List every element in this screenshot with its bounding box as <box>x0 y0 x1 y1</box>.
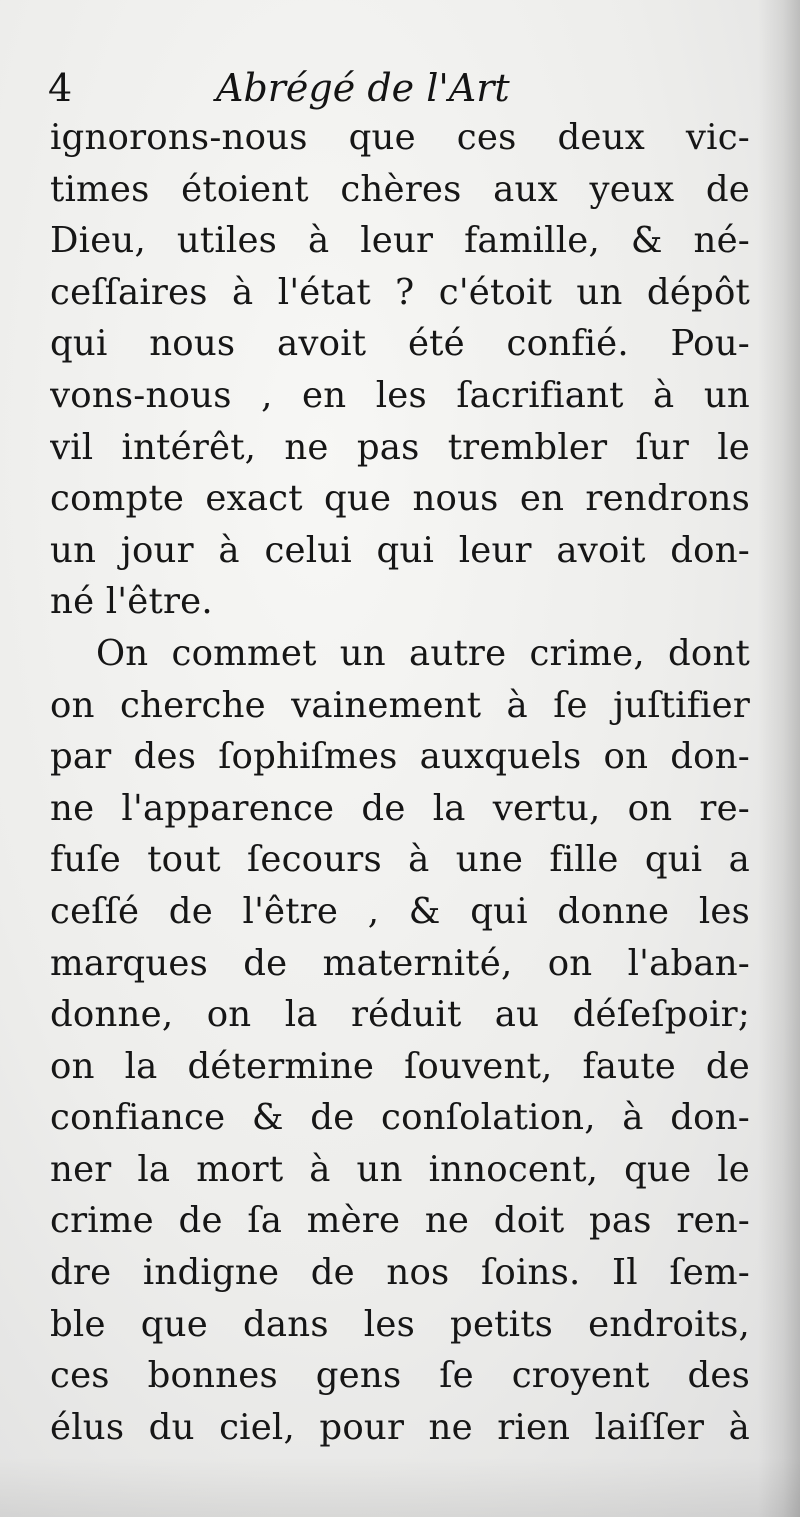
text-line: ces bonnes gens ſe croyent des <box>50 1355 750 1397</box>
text-line: dre indigne de nos ſoins. Il ſem- <box>50 1252 750 1294</box>
text-line: on cherche vainement à ſe juſtifier <box>50 684 750 726</box>
text-line: ble que dans les petits endroits, <box>50 1303 750 1345</box>
text-line: crime de ſa mère ne doit pas ren- <box>50 1200 750 1242</box>
text-line: vons-nous , en les ſacrifiant à un <box>50 374 750 416</box>
body-text <box>50 112 750 1453</box>
text-line: vil intérêt, ne pas trembler ſur le <box>50 426 750 468</box>
text-line: on la détermine ſouvent, faute de <box>50 1045 750 1087</box>
text-line: ne l'apparence de la vertu, on re- <box>50 787 750 829</box>
text-line: élus du ciel, pour ne rien laiſſer à <box>50 1406 750 1448</box>
text-line: Dieu, utiles à leur famille, & né- <box>50 220 750 262</box>
text-line: compte exact que nous en rendrons <box>50 478 750 520</box>
text-line: ignorons-nous que ces deux vic- <box>50 117 750 158</box>
paragraph-end-line: né l'être. <box>50 581 213 623</box>
text-line: confiance & de conſolation, à don- <box>50 1097 750 1139</box>
text-line: ner la mort à un innocent, que le <box>50 1148 750 1190</box>
text-line: times étoient chères aux yeux de <box>50 168 750 210</box>
text-line: qui nous avoit été confié. Pou- <box>50 323 750 365</box>
text-line: donne, on la réduit au déſeſpoir; <box>50 994 750 1036</box>
page-number: 4 <box>48 66 73 110</box>
text-line: ceſſé de l'être , & qui donne les <box>50 890 750 932</box>
page-bottom-shadow <box>0 1457 800 1517</box>
page-edge-shadow <box>758 0 800 1517</box>
text-line: marques de maternité, on l'aban- <box>50 942 750 984</box>
paragraph-start-line: On commet un autre crime, dont <box>96 632 750 674</box>
text-line: fuſe tout ſecours à une fille qui a <box>50 839 750 881</box>
text-line: un jour à celui qui leur avoit don- <box>50 529 750 571</box>
page-header <box>48 62 568 114</box>
running-title: Abrégé de l'Art <box>216 66 510 110</box>
text-line: par des ſophiſmes auxquels on don- <box>50 736 750 778</box>
text-line: ceſſaires à l'état ? c'étoit un dépôt <box>50 271 750 313</box>
